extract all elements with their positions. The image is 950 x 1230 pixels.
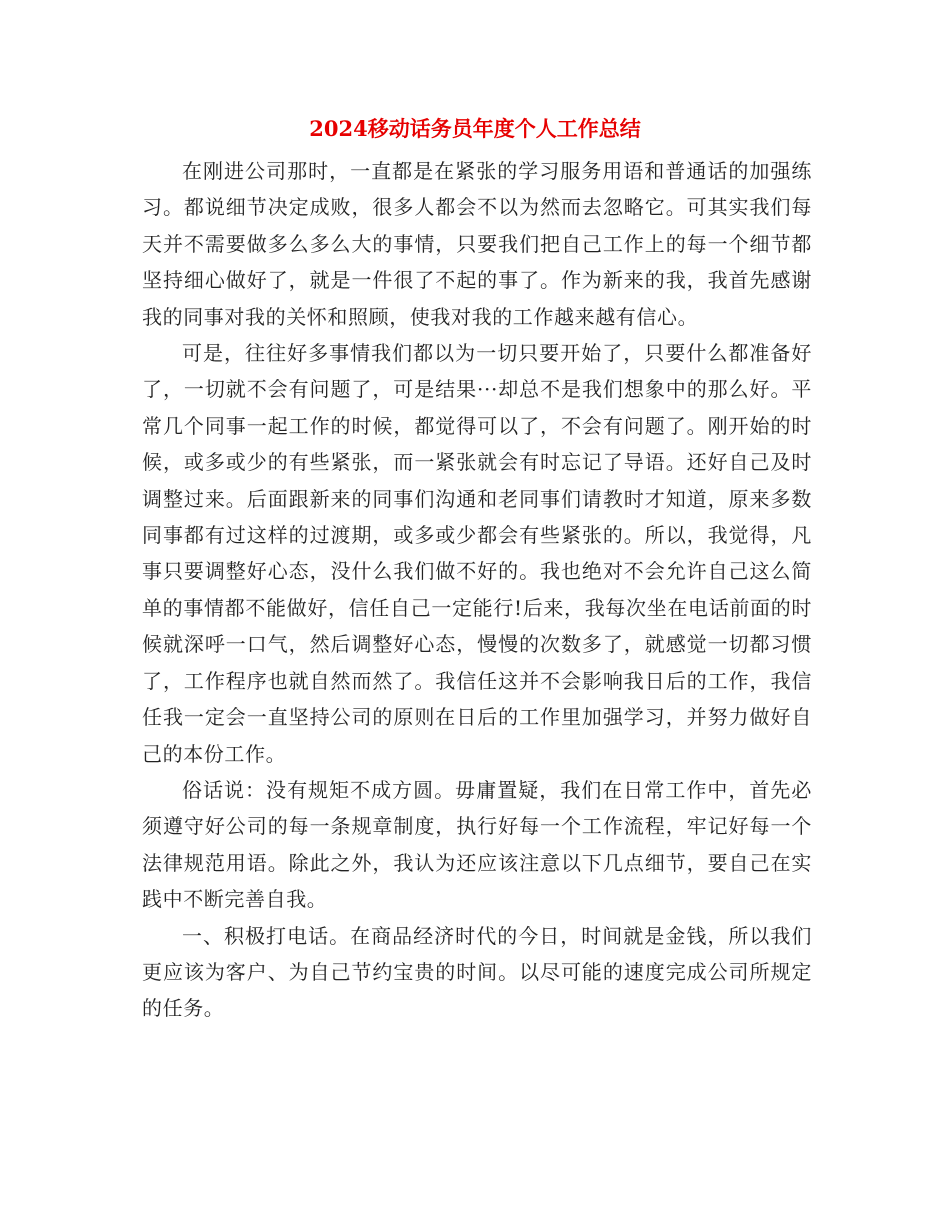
document-title: 2024移动话务员年度个人工作总结 — [309, 116, 641, 141]
paragraph-2: 可是，往往好多事情我们都以为一切只要开始了，只要什么都准备好了，一切就不会有问题了，可是结果···却总不是我们想象中的那么好。平常几个同事一起工作的时候，都觉得可以了，不会有问题了。刚开始的时候，或多或少的有些紧张，而一紧张就会有时忘记了导语。还好自己及时调整过来。后面跟新来的同事们沟通和老同事们请教时才知道，原来多数同事都有过这样的过渡期，或多或少都会有些紧张的。所以，我觉得，凡事只要调整好心态，没什么我们做不好的。我也绝对不会允许自己这么简单的事情都不能做好，信任自己一定能行!后来，我每次坐在电话前面的时候就深呼一口气，然后调整好心态，慢慢的次数多了，就感觉一切都习惯了，工作程序也就自然而然了。我信任这并不会影响我日后的工作，我信任我一定会一直坚持公司的原则在日后的工作里加强学习，并努力做好自己的本份工作。 — [142, 341, 812, 766]
paragraph-1: 在刚进公司那时，一直都是在紧张的学习服务用语和普通话的加强练习。都说细节决定成败，很多人都会不以为然而去忽略它。可其实我们每天并不需要做多么多么大的事情，只要我们把自己工作上的每一个细节都坚持细心做好了，就是一件很了不起的事了。作为新来的我，我首先感谢我的同事对我的关怀和照顾，使我对我的工作越来越有信心。 — [142, 159, 812, 329]
paragraph-4: 一、积极打电话。在商品经济时代的今日，时间就是金钱，所以我们更应该为客户、为自己节约宝贵的时间。以尽可能的速度完成公司所规定的任务。 — [142, 923, 812, 1021]
paragraph-3: 俗话说：没有规矩不成方圆。毋庸置疑，我们在日常工作中，首先必须遵守好公司的每一条规章制度，执行好每一个工作流程，牢记好每一个法律规范用语。除此之外，我认为还应该注意以下几点细节，要自己在实践中不断完善自我。 — [142, 777, 812, 912]
document-body — [142, 153, 812, 1027]
